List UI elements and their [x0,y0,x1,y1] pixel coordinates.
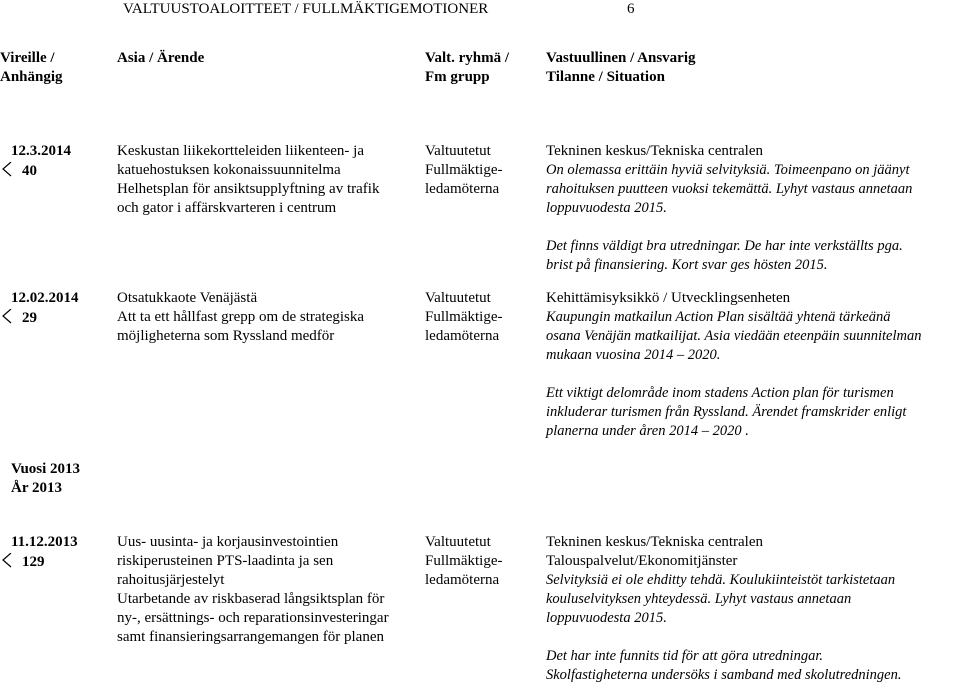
motion-group: Valtuutetut Fullmäktige- ledamöterna [425,534,503,588]
motion-number: 40 [22,163,37,179]
motion-status [546,142,912,275]
motion-group: Valtuutetut Fullmäktige- ledamöterna [425,143,503,197]
column-header-submitted: Vireille / Anhängig [0,50,63,85]
status-swedish: Ett viktigt delområde inom stadens Action plan för turismen inkluderar turismen från Ryssland. Ärendet framskrider enligt planerna under åren 2014 – 2020 . [546,385,907,439]
column-header-group: Valt. ryhmä / Fm grupp [425,50,510,85]
motion-status [546,289,921,441]
status-swedish: Det har inte funnits tid för att göra utredningar. Skolfastigheterna undersöks i samband med skolutredningen. [546,648,902,683]
column-header-responsible: Vastuullinen / Ansvarig Tilanne / Situation [546,50,696,85]
column-header-subject: Asia / Ärende [117,50,205,66]
bracket-mark-icon [0,553,20,573]
motion-date: 12.02.2014 [11,290,79,306]
motion-status [546,533,901,685]
status-finnish: Selvityksiä ei ole ehditty tehdä. Koulukiinteistöt tarkistetaan kouluselvityksen yhteydessä. Lyhyt vastaus annetaan loppuvuodesta 2015. [546,572,896,626]
motion-subject: Otsatukkaote Venäjästä Att ta ett hållfast grepp om de strategiska möjligheterna som Ryssland medför [117,290,365,344]
year-label: Vuosi 2013 År 2013 [11,461,81,496]
motion-date: 12.3.2014 [11,143,71,159]
status-finnish: Kaupungin matkailun Action Plan sisältää yhtenä tärkeänä osana Venäjän matkailijat. Asia viedään eteenpäin suunnitelman mukaan vuosina 2014 – 2020. [546,309,922,363]
page-number: 6 [627,1,635,17]
motion-date: 11.12.2013 [11,534,78,550]
motion-subject: Uus- uusinta- ja korjausinvestointien riskiperusteinen PTS-laadinta ja sen rahoitusjärjestelyt Utarbetande av riskbaserad långsiktsplan för ny-, ersättnings- och reparationsinvesteringar samt finansieringsarrangemangen för planen [117,534,389,645]
motion-number: 129 [22,554,45,570]
responsible-unit: Kehittämisyksikkö / Utvecklingsenheten [546,290,791,306]
motion-subject: Keskustan liikekortteleiden liikenteen- ja katuehostuksen kokonaissuunnitelma Helhetsplan för ansiktsupplyftning av trafik och gator i affärskvarteren i centrum [117,143,380,216]
motion-group: Valtuutetut Fullmäktige- ledamöterna [425,290,503,344]
status-finnish: On olemassa erittäin hyviä selvityksiä. Toimeenpano on jäänyt rahoituksen puutteen vuoksi tekemättä. Lyhyt vastaus annetaan loppuvuodesta 2015. [546,162,913,216]
motion-number: 29 [22,310,37,326]
responsible-unit-secondary: Talouspalvelut/Ekonomitjänster [546,553,738,569]
bracket-mark-icon [0,309,20,329]
bracket-mark-icon [0,162,20,182]
page-title: VALTUUSTOALOITTEET / FULLMÄKTIGEMOTIONER [123,1,489,17]
responsible-unit: Tekninen keskus/Tekniska centralen [546,534,763,550]
responsible-unit: Tekninen keskus/Tekniska centralen [546,143,763,159]
status-swedish: Det finns väldigt bra utredningar. De har inte verkställts pga. brist på finansiering. Kort svar ges hösten 2015. [546,238,903,273]
